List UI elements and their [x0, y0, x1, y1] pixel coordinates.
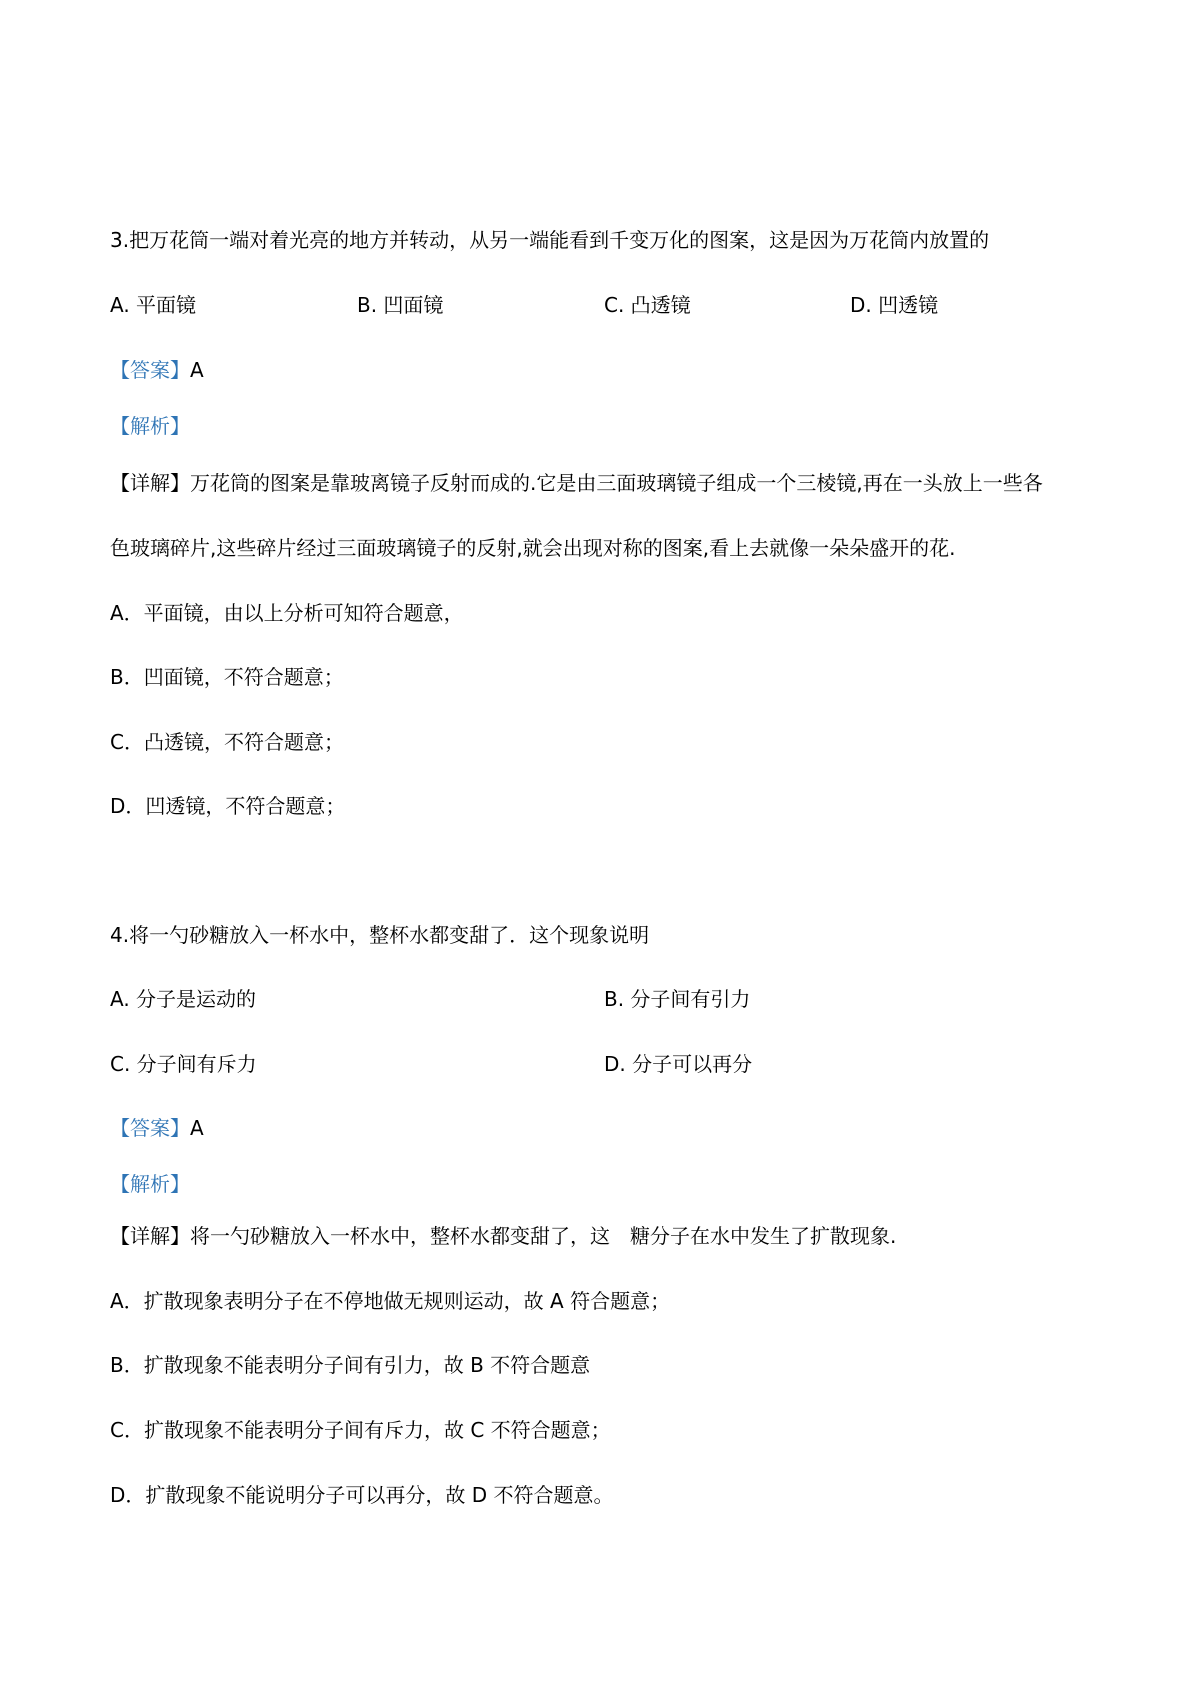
question-4-analysis-d: D．扩散现象不能说明分子可以再分，故 D 不符合题意。: [110, 1483, 614, 1507]
question-3-option-c: C. 凸透镜: [604, 293, 691, 317]
question-4-analysis-c: C．扩散现象不能表明分子间有斥力，故 C 不符合题意；: [110, 1418, 611, 1442]
question-3-analysis-c: C．凸透镜，不符合题意；: [110, 730, 344, 754]
question-4-stem: 4.将一勺砂糖放入一杯水中，整杯水都变甜了．这个现象说明: [110, 923, 650, 947]
answer-value: A: [190, 1116, 204, 1140]
question-3-stem: 3.把万花筒一端对着光亮的地方并转动，从另一端能看到千变万化的图案，这是因为万花筒内放置的: [110, 228, 990, 252]
question-3-detail-line-1: 【详解】万花筒的图案是靠玻离镜子反射而成的.它是由三面玻璃镜子组成一个三棱镜,再在一头放上一些各: [110, 471, 1043, 495]
question-3-option-b: B. 凹面镜: [357, 293, 444, 317]
question-3-analysis-a: A．平面镜，由以上分析可知符合题意，: [110, 601, 464, 625]
question-4-option-d: D. 分子可以再分: [604, 1052, 753, 1076]
question-3-answer: [110, 356, 204, 384]
question-4-option-b: B. 分子间有引力: [604, 987, 751, 1011]
question-4-option-c: C. 分子间有斥力: [110, 1052, 257, 1076]
answer-value: A: [190, 358, 204, 382]
question-3-detail-line-2: 色玻璃碎片,这些碎片经过三面玻璃镜子的反射,就会出现对称的图案,看上去就像一朵朵盛开的花.: [110, 536, 956, 560]
question-3-analysis-d: D．凹透镜，不符合题意；: [110, 794, 346, 818]
answer-label: 【答案】: [110, 1116, 190, 1140]
answer-label: 【答案】: [110, 358, 190, 382]
question-3-option-a: A. 平面镜: [110, 293, 197, 317]
question-4-detail-line-1: 【详解】将一勺砂糖放入一杯水中，整杯水都变甜了，这 糖分子在水中发生了扩散现象.: [110, 1224, 897, 1248]
question-3-analysis-b: B．凹面镜，不符合题意；: [110, 665, 344, 689]
question-3-analysis-label: 【解析】: [110, 414, 190, 438]
question-4-analysis-label: 【解析】: [110, 1172, 190, 1196]
question-4-option-a: A. 分子是运动的: [110, 987, 257, 1011]
question-4-answer: [110, 1114, 204, 1142]
question-3-option-d: D. 凹透镜: [850, 293, 939, 317]
question-4-analysis-a: A．扩散现象表明分子在不停地做无规则运动，故 A 符合题意；: [110, 1289, 671, 1313]
question-4-analysis-b: B．扩散现象不能表明分子间有引力，故 B 不符合题意: [110, 1353, 591, 1377]
